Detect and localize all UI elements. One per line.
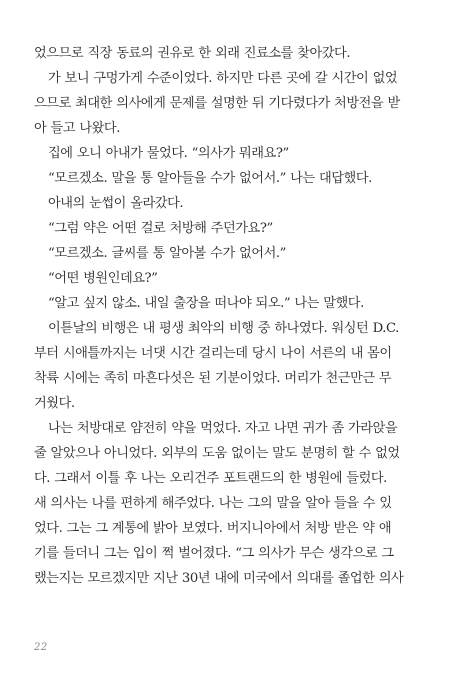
body-line: 거웠다. <box>34 396 75 411</box>
body-line: “어떤 병원인데요?” <box>48 271 158 286</box>
body-line: 새 의사는 나를 편하게 해주었다. 나는 그의 말을 알아 들을 수 있 <box>34 496 392 511</box>
body-line: 가 보니 구멍가게 수준이었다. 하지만 다른 곳에 갈 시간이 없었 <box>48 71 398 86</box>
page-number: 22 <box>34 642 48 653</box>
body-line: “모르겠소. 말을 통 알아들을 수가 없어서.” 나는 대답했다. <box>48 171 372 186</box>
body-line: 랬는지는 모르겠지만 지난 30년 내에 미국에서 의대를 졸업한 의사 <box>34 571 404 586</box>
body-line: 다. 그래서 이틀 후 나는 오리건주 포트랜드의 한 병원에 들렀다. <box>34 471 387 486</box>
body-line: 착륙 시에는 족히 마흔다섯은 된 기분이었다. 머리가 천근만근 무 <box>34 371 392 386</box>
body-line: 었다. 그는 그 계통에 밝아 보였다. 버지니아에서 처방 받은 약 애 <box>34 521 392 536</box>
body-line: 으므로 최대한 의사에게 문제를 설명한 뒤 기다렸다가 처방전을 받 <box>34 96 400 111</box>
body-line: 기를 들더니 그는 입이 쩍 벌어졌다. “그 의사가 무슨 생각으로 그 <box>34 546 394 561</box>
body-line: 아내의 눈썹이 올라갔다. <box>48 196 184 211</box>
body-line: 집에 오니 아내가 물었다. “의사가 뭐래요?” <box>48 146 289 161</box>
body-line: “모르겠소. 글씨를 통 알아볼 수가 없어서.” <box>48 246 286 261</box>
body-line: 부터 시애틀까지는 너댓 시간 걸리는데 당시 나이 서른의 내 몸이 <box>34 346 392 361</box>
body-line: “그럼 약은 어떤 걸로 처방해 주던가요?” <box>48 221 273 236</box>
body-line: 이튿날의 비행은 내 평생 최악의 비행 중 하나였다. 워싱턴 D.C. <box>48 321 399 336</box>
body-line: 아 들고 나왔다. <box>34 121 120 136</box>
body-line: 었으므로 직장 동료의 권유로 한 외래 진료소를 찾아갔다. <box>34 46 351 61</box>
body-line: 줄 알았으나 아니었다. 외부의 도움 없이는 말도 분명히 할 수 없었 <box>34 446 400 461</box>
body-line: “알고 싶지 않소. 내일 출장을 떠나야 되오.” 나는 말했다. <box>48 296 364 311</box>
body-line: 나는 처방대로 얌전히 약을 먹었다. 자고 나면 귀가 좀 가라앉을 <box>48 421 398 436</box>
